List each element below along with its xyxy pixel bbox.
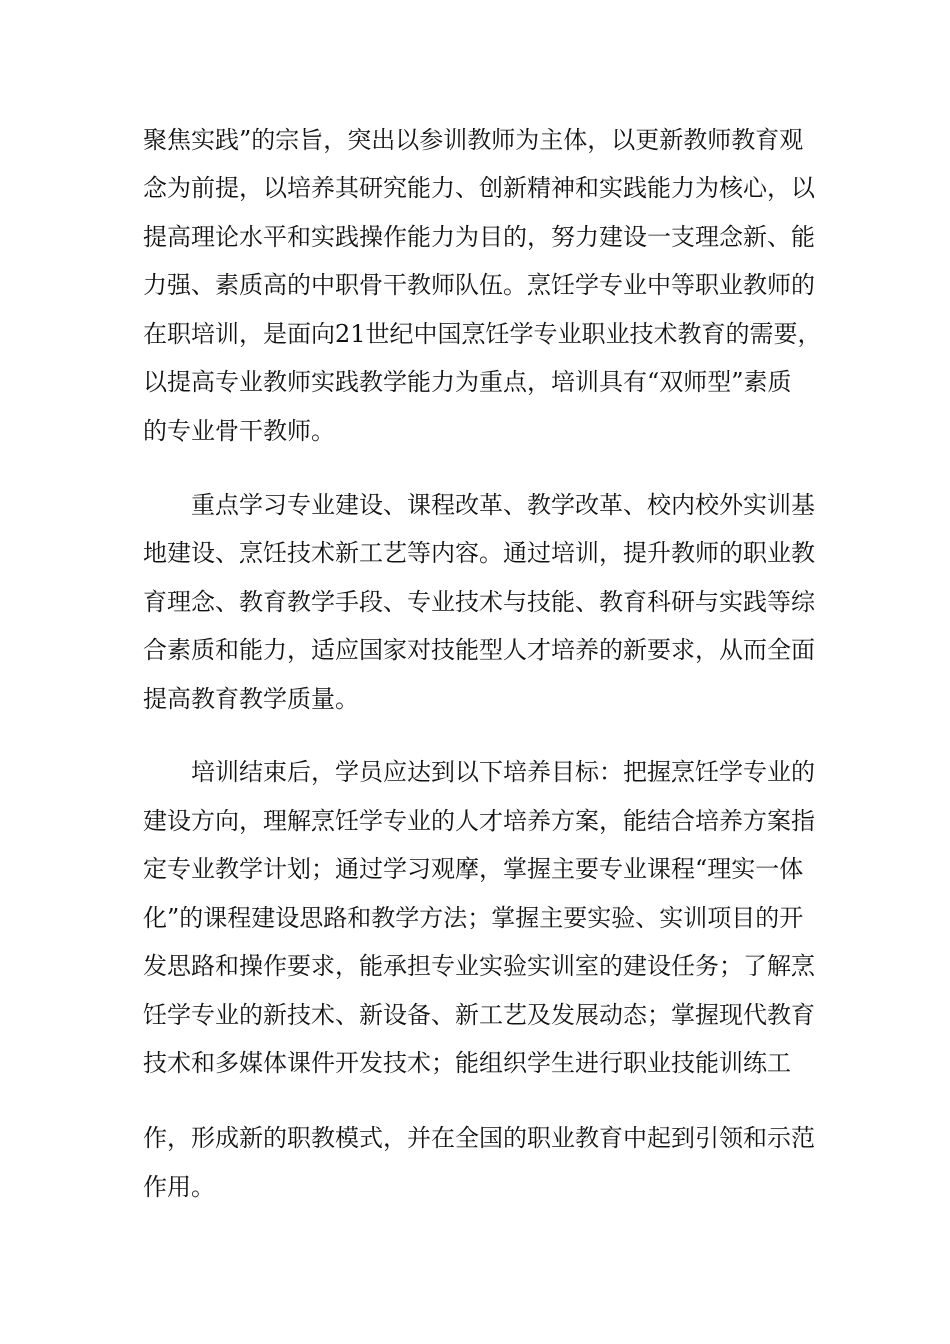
paragraph-4-line-2: 作用。 — [143, 1173, 215, 1201]
paragraph-1-line-3: 提高理论水平和实践操作能力为目的，努力建设一支理念新、能 — [143, 223, 815, 251]
paragraph-2-line-1: 重点学习专业建设、课程改革、教学改革、校内校外实训基 — [191, 491, 815, 519]
paragraph-3-line-4: 化”的课程建设思路和教学方法；掌握主要实验、实训项目的开 — [143, 904, 804, 932]
paragraph-2-line-4: 合素质和能力，适应国家对技能型人才培养的新要求，从而全面 — [143, 636, 815, 664]
paragraph-2-line-3: 育理念、教育教学手段、专业技术与技能、教育科研与实践等综 — [143, 588, 815, 616]
paragraph-3-line-2: 建设方向，理解烹饪学专业的人才培养方案，能结合培养方案指 — [143, 807, 815, 835]
paragraph-1-line-2: 念为前提，以培养其研究能力、创新精神和实践能力为核心，以 — [143, 174, 815, 202]
paragraph-3-line-3: 定专业教学计划；通过学习观摩，掌握主要专业课程“理实一体 — [143, 855, 804, 883]
paragraph-3-line-6: 饪学专业的新技术、新设备、新工艺及发展动态；掌握现代教育 — [143, 1001, 815, 1029]
paragraph-3-line-1: 培训结束后，学员应达到以下培养目标：把握烹饪学专业的 — [191, 758, 815, 786]
paragraph-2-line-5: 提高教育教学质量。 — [143, 685, 359, 713]
paragraph-1-line-5: 在职培训，是面向21世纪中国烹饪学专业职业技术教育的需要， — [143, 320, 822, 348]
paragraph-1-line-7: 的专业骨干教师。 — [143, 417, 335, 445]
paragraph-3-line-5: 发思路和操作要求，能承担专业实验实训室的建设任务；了解烹 — [143, 952, 815, 980]
paragraph-1-line-4: 力强、素质高的中职骨干教师队伍。烹饪学专业中等职业教师的 — [143, 271, 815, 299]
paragraph-1-line-6: 以提高专业教师实践教学能力为重点，培训具有“双师型”素质 — [143, 368, 792, 396]
paragraph-1-line-1: 聚焦实践”的宗旨，突出以参训教师为主体，以更新教师教育观 — [143, 126, 804, 154]
paragraph-2-line-2: 地建设、烹饪技术新工艺等内容。通过培训，提升教师的职业教 — [143, 539, 815, 567]
paragraph-4-line-1: 作，形成新的职教模式，并在全国的职业教育中起到引领和示范 — [143, 1124, 815, 1152]
paragraph-3-line-7: 技术和多媒体课件开发技术；能组织学生进行职业技能训练工 — [143, 1049, 791, 1077]
